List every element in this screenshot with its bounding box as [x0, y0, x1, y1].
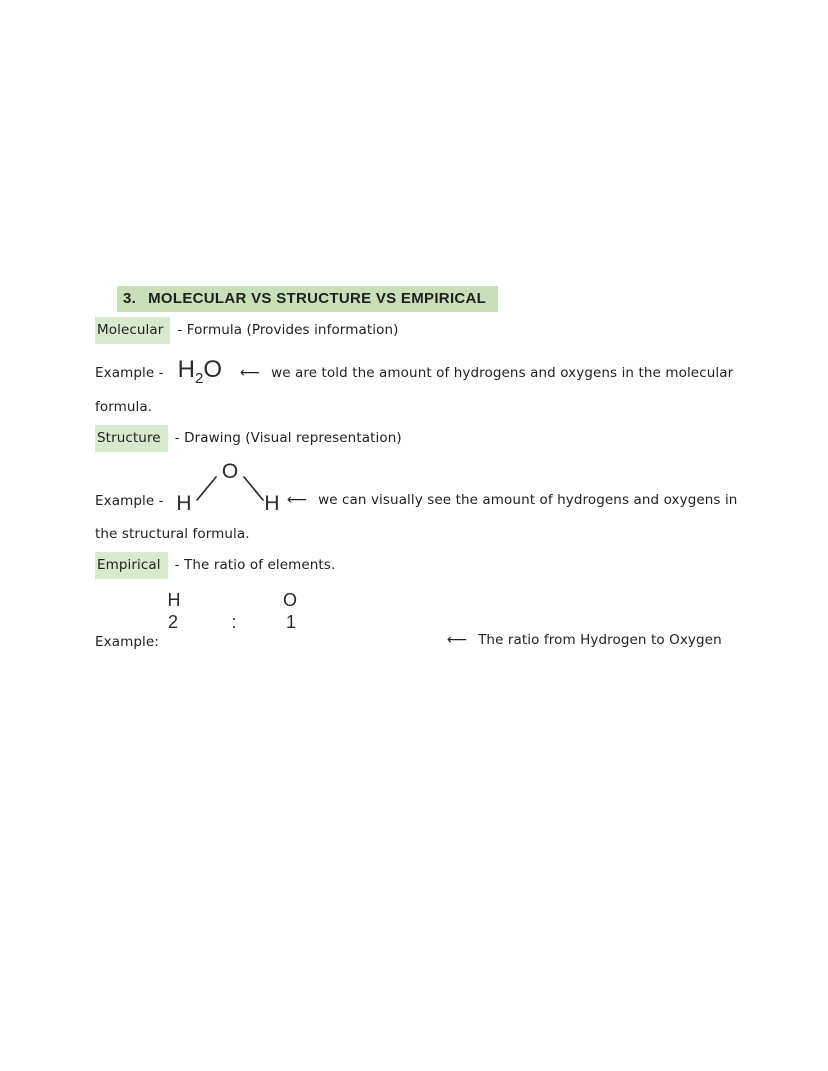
structure-definition-line	[95, 430, 402, 446]
structure-note-line	[287, 492, 737, 508]
structure-note: we can visually see the amount of hydrogens and oxygens in	[318, 492, 738, 508]
section-title-text: MOLECULAR VS STRUCTURE VS EMPIRICAL	[148, 290, 487, 307]
molecular-formula-h2o	[178, 356, 222, 387]
empirical-note-line	[447, 632, 722, 648]
section-number: 3.	[123, 290, 137, 307]
structure-definition: - Drawing (Visual representation)	[174, 430, 402, 446]
left-arrow-icon: ⟵	[447, 632, 468, 648]
section-title	[117, 286, 498, 312]
atom-hydrogen-left: H	[176, 492, 192, 515]
structure-example-label: Example -	[95, 493, 164, 509]
term-structure: Structure	[95, 425, 168, 452]
empirical-example-label: Example:	[95, 634, 159, 650]
formula-element-o: O	[203, 356, 222, 383]
ratio-element-oxygen: O	[282, 590, 298, 610]
structure-note-continued: the structural formula.	[95, 526, 250, 542]
molecular-note: we are told the amount of hydrogens and oxygens in the molecular	[271, 365, 734, 381]
ratio-separator: :	[231, 612, 237, 632]
molecular-note-continued: formula.	[95, 399, 153, 415]
bond-right	[244, 477, 263, 500]
ratio-count-hydrogen: 2	[167, 612, 179, 632]
formula-subscript: 2	[194, 369, 204, 387]
empirical-note: The ratio from Hydrogen to Oxygen	[478, 632, 722, 648]
atom-oxygen: O	[221, 460, 239, 483]
water-structure-diagram	[160, 448, 300, 518]
left-arrow-icon: ⟵	[240, 365, 261, 381]
atom-hydrogen-right: H	[264, 492, 280, 515]
term-molecular: Molecular	[95, 317, 170, 344]
molecular-example-line	[95, 356, 733, 387]
term-empirical: Empirical	[95, 552, 168, 579]
bond-left	[197, 477, 216, 500]
molecular-example-label: Example -	[95, 365, 164, 381]
ratio-element-hydrogen: H	[167, 590, 181, 610]
molecular-definition: - Formula (Provides information)	[177, 322, 399, 338]
molecular-definition-line	[95, 322, 398, 338]
ratio-count-oxygen: 1	[285, 612, 297, 632]
left-arrow-icon: ⟵	[287, 492, 308, 508]
formula-element-h: H	[177, 356, 195, 383]
empirical-definition: - The ratio of elements.	[174, 557, 336, 573]
empirical-definition-line	[95, 557, 335, 573]
